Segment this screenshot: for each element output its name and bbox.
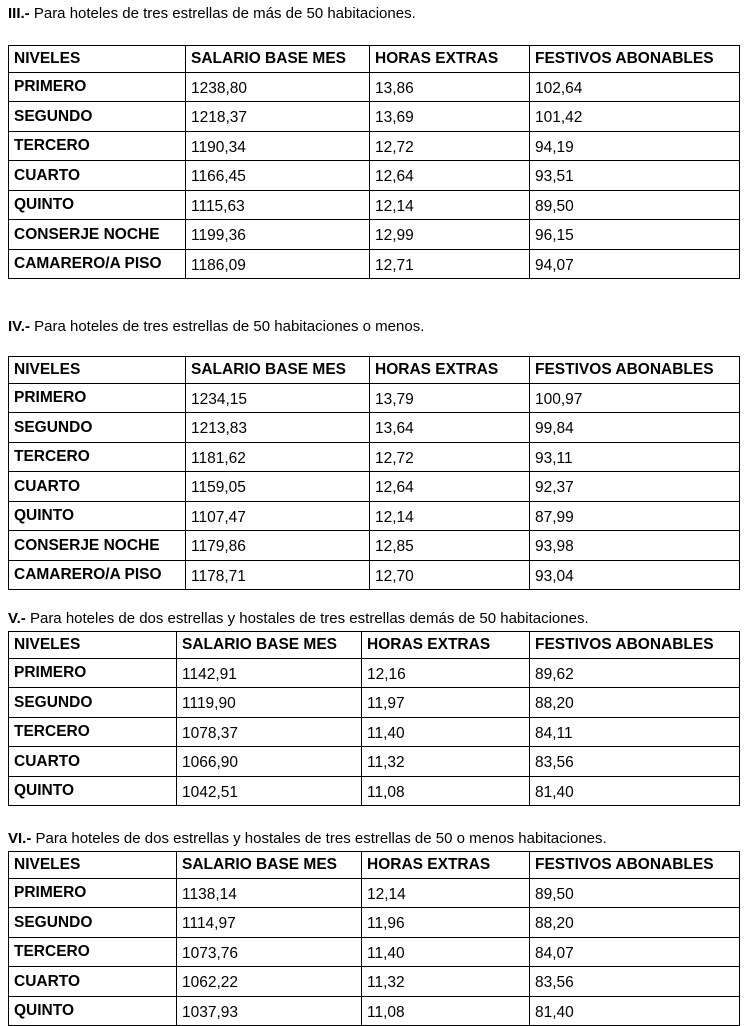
value-cell: 87,99: [530, 501, 740, 531]
level-cell: SEGUNDO: [9, 102, 186, 132]
column-header: SALARIO BASE MES: [186, 46, 370, 73]
level-cell: CUARTO: [9, 472, 186, 502]
column-header: NIVELES: [9, 357, 186, 384]
column-header: FESTIVOS ABONABLES: [530, 46, 740, 73]
value-cell: 1166,45: [186, 161, 370, 191]
value-cell: 12,72: [370, 442, 530, 472]
section-description: Para hoteles de tres estrellas de más de 50 habitaciones.: [33, 5, 416, 22]
section-number: V.-: [8, 610, 26, 627]
column-header: FESTIVOS ABONABLES: [530, 852, 740, 879]
column-header: FESTIVOS ABONABLES: [530, 632, 740, 659]
value-cell: 13,79: [370, 383, 530, 413]
level-cell: SEGUNDO: [9, 413, 186, 443]
column-header: FESTIVOS ABONABLES: [530, 357, 740, 384]
column-header: SALARIO BASE MES: [177, 632, 362, 659]
level-cell: TERCERO: [9, 442, 186, 472]
table-row: [9, 717, 740, 747]
value-cell: 81,40: [530, 776, 740, 806]
table-header-row: [9, 852, 740, 879]
column-header: NIVELES: [9, 46, 186, 73]
section-number: III.-: [8, 5, 30, 22]
value-cell: 83,56: [530, 967, 740, 997]
value-cell: 84,11: [530, 717, 740, 747]
table-row: [9, 967, 740, 997]
value-cell: 88,20: [530, 908, 740, 938]
level-cell: PRIMERO: [9, 658, 177, 688]
table-row: [9, 688, 740, 718]
value-cell: 12,64: [370, 472, 530, 502]
column-header: HORAS EXTRAS: [362, 852, 530, 879]
value-cell: 13,64: [370, 413, 530, 443]
table-row: [9, 383, 740, 413]
value-cell: 1066,90: [177, 747, 362, 777]
section-title: [8, 610, 589, 627]
column-header: SALARIO BASE MES: [177, 852, 362, 879]
value-cell: 93,11: [530, 442, 740, 472]
table-row: [9, 413, 740, 443]
value-cell: 11,97: [362, 688, 530, 718]
value-cell: 1078,37: [177, 717, 362, 747]
value-cell: 1238,80: [186, 72, 370, 102]
value-cell: 1042,51: [177, 776, 362, 806]
value-cell: 1114,97: [177, 908, 362, 938]
table-row: [9, 190, 740, 220]
table-row: [9, 531, 740, 561]
section-number: IV.-: [8, 318, 30, 335]
table-row: [9, 937, 740, 967]
table-row: [9, 747, 740, 777]
value-cell: 1062,22: [177, 967, 362, 997]
value-cell: 1115,63: [186, 190, 370, 220]
salary-table: [8, 851, 740, 1026]
value-cell: 11,32: [362, 747, 530, 777]
table-row: [9, 560, 740, 590]
column-header: NIVELES: [9, 632, 177, 659]
level-cell: SEGUNDO: [9, 688, 177, 718]
value-cell: 88,20: [530, 688, 740, 718]
level-cell: QUINTO: [9, 996, 177, 1026]
table-row: [9, 501, 740, 531]
level-cell: CUARTO: [9, 161, 186, 191]
value-cell: 1186,09: [186, 249, 370, 279]
value-cell: 94,19: [530, 131, 740, 161]
value-cell: 1142,91: [177, 658, 362, 688]
column-header: HORAS EXTRAS: [362, 632, 530, 659]
level-cell: CUARTO: [9, 747, 177, 777]
table-row: [9, 908, 740, 938]
salary-table: [8, 356, 740, 590]
section-title: [8, 318, 424, 335]
value-cell: 1181,62: [186, 442, 370, 472]
value-cell: 1199,36: [186, 220, 370, 250]
table-row: [9, 161, 740, 191]
table-header-row: [9, 46, 740, 73]
value-cell: 12,71: [370, 249, 530, 279]
value-cell: 84,07: [530, 937, 740, 967]
value-cell: 89,62: [530, 658, 740, 688]
level-cell: CAMARERO/A PISO: [9, 560, 186, 590]
section-title: [8, 830, 607, 847]
value-cell: 93,51: [530, 161, 740, 191]
level-cell: CAMARERO/A PISO: [9, 249, 186, 279]
value-cell: 11,08: [362, 776, 530, 806]
value-cell: 81,40: [530, 996, 740, 1026]
value-cell: 1179,86: [186, 531, 370, 561]
value-cell: 12,64: [370, 161, 530, 191]
table-row: [9, 878, 740, 908]
column-header: SALARIO BASE MES: [186, 357, 370, 384]
value-cell: 96,15: [530, 220, 740, 250]
level-cell: SEGUNDO: [9, 908, 177, 938]
value-cell: 1190,34: [186, 131, 370, 161]
value-cell: 12,99: [370, 220, 530, 250]
table-row: [9, 442, 740, 472]
value-cell: 11,32: [362, 967, 530, 997]
value-cell: 89,50: [530, 190, 740, 220]
level-cell: TERCERO: [9, 131, 186, 161]
column-header: HORAS EXTRAS: [370, 357, 530, 384]
value-cell: 1234,15: [186, 383, 370, 413]
table-header-row: [9, 632, 740, 659]
table-header-row: [9, 357, 740, 384]
section-description: Para hoteles de dos estrellas y hostales de tres estrellas de 50 o menos habitaciones.: [35, 830, 607, 847]
value-cell: 101,42: [530, 102, 740, 132]
value-cell: 102,64: [530, 72, 740, 102]
section-description: Para hoteles de tres estrellas de 50 habitaciones o menos.: [34, 318, 425, 335]
level-cell: PRIMERO: [9, 383, 186, 413]
value-cell: 1213,83: [186, 413, 370, 443]
level-cell: QUINTO: [9, 776, 177, 806]
table-row: [9, 72, 740, 102]
value-cell: 12,85: [370, 531, 530, 561]
salary-table: [8, 45, 740, 279]
value-cell: 1159,05: [186, 472, 370, 502]
value-cell: 11,40: [362, 717, 530, 747]
value-cell: 13,69: [370, 102, 530, 132]
level-cell: PRIMERO: [9, 72, 186, 102]
value-cell: 83,56: [530, 747, 740, 777]
value-cell: 12,14: [370, 190, 530, 220]
value-cell: 12,70: [370, 560, 530, 590]
section-title: [8, 5, 416, 22]
value-cell: 13,86: [370, 72, 530, 102]
value-cell: 12,14: [370, 501, 530, 531]
table-row: [9, 996, 740, 1026]
table-row: [9, 776, 740, 806]
value-cell: 1119,90: [177, 688, 362, 718]
value-cell: 89,50: [530, 878, 740, 908]
value-cell: 1107,47: [186, 501, 370, 531]
value-cell: 1037,93: [177, 996, 362, 1026]
level-cell: CUARTO: [9, 967, 177, 997]
value-cell: 93,04: [530, 560, 740, 590]
value-cell: 100,97: [530, 383, 740, 413]
table-row: [9, 102, 740, 132]
level-cell: QUINTO: [9, 501, 186, 531]
table-row: [9, 131, 740, 161]
value-cell: 1073,76: [177, 937, 362, 967]
value-cell: 93,98: [530, 531, 740, 561]
salary-table: [8, 631, 740, 806]
table-row: [9, 249, 740, 279]
table-row: [9, 220, 740, 250]
level-cell: CONSERJE NOCHE: [9, 220, 186, 250]
level-cell: TERCERO: [9, 937, 177, 967]
section-number: VI.-: [8, 830, 32, 847]
value-cell: 11,96: [362, 908, 530, 938]
value-cell: 1218,37: [186, 102, 370, 132]
section-description: Para hoteles de dos estrellas y hostales de tres estrellas demás de 50 habitaciones.: [29, 610, 589, 627]
value-cell: 92,37: [530, 472, 740, 502]
value-cell: 11,08: [362, 996, 530, 1026]
level-cell: PRIMERO: [9, 878, 177, 908]
value-cell: 12,16: [362, 658, 530, 688]
value-cell: 12,14: [362, 878, 530, 908]
table-row: [9, 472, 740, 502]
level-cell: QUINTO: [9, 190, 186, 220]
value-cell: 1138,14: [177, 878, 362, 908]
value-cell: 11,40: [362, 937, 530, 967]
table-row: [9, 658, 740, 688]
value-cell: 99,84: [530, 413, 740, 443]
level-cell: CONSERJE NOCHE: [9, 531, 186, 561]
value-cell: 12,72: [370, 131, 530, 161]
column-header: NIVELES: [9, 852, 177, 879]
level-cell: TERCERO: [9, 717, 177, 747]
value-cell: 1178,71: [186, 560, 370, 590]
value-cell: 94,07: [530, 249, 740, 279]
column-header: HORAS EXTRAS: [370, 46, 530, 73]
